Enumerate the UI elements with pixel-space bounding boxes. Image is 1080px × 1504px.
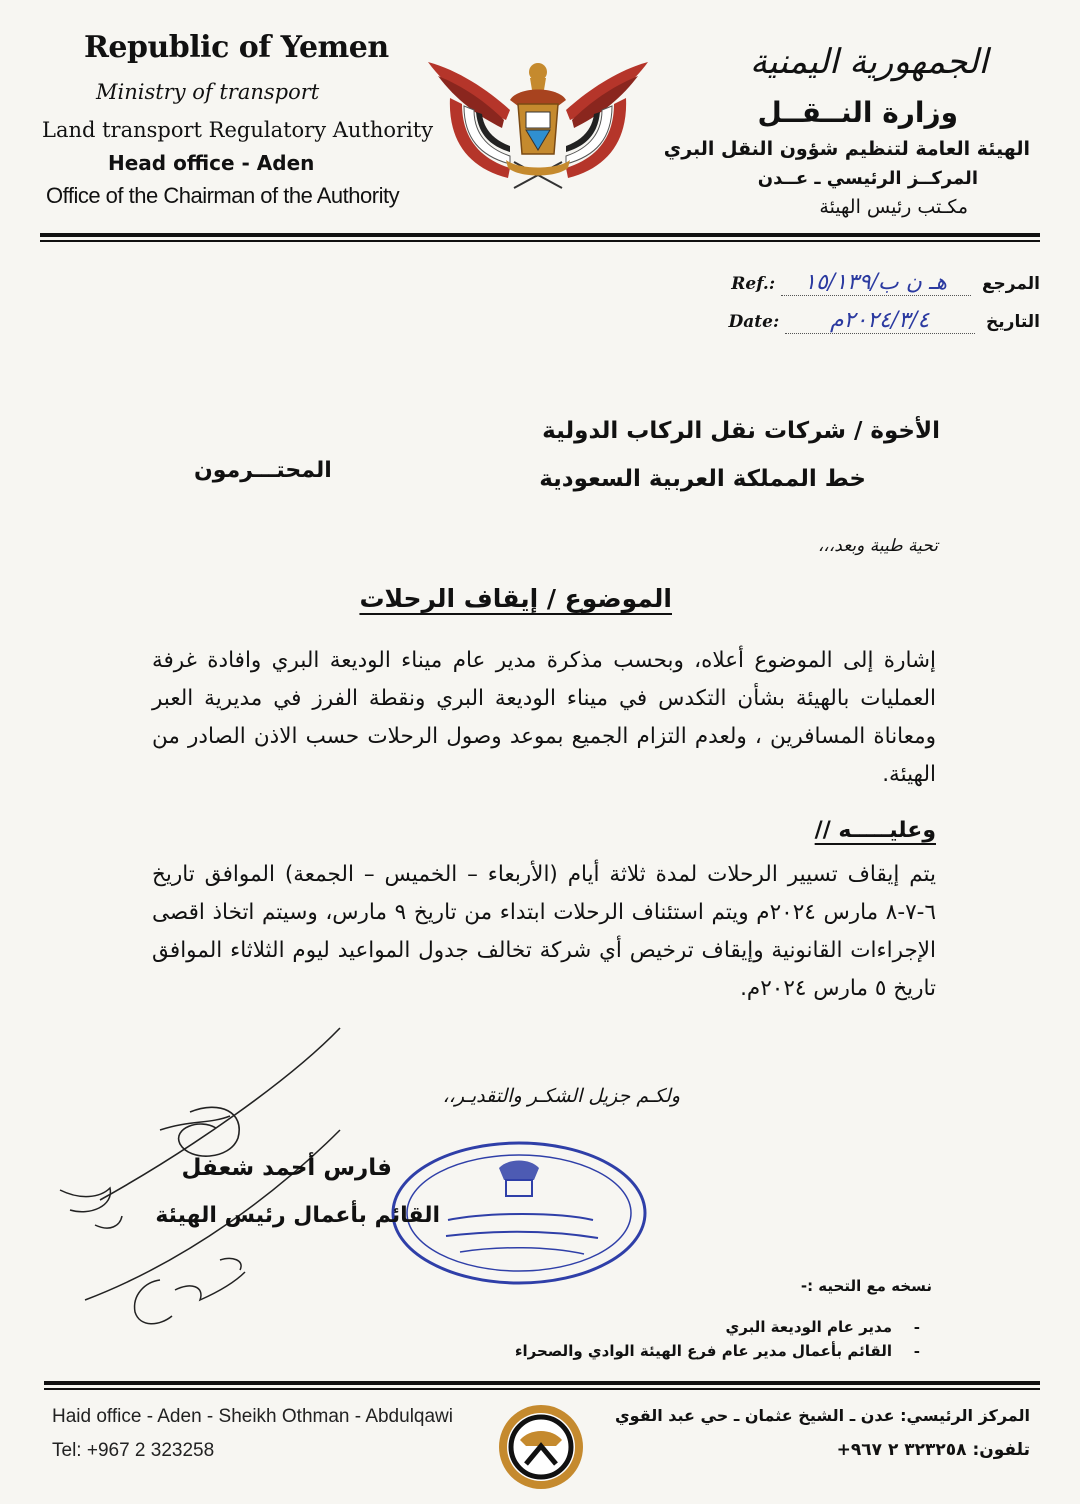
copy-item: القائم بأعمال مدير عام فرع الهيئة الوادي والصحراء xyxy=(514,1342,892,1360)
letterhead-en-title: Republic of Yemen xyxy=(84,30,389,65)
footer-divider-thin xyxy=(44,1388,1040,1390)
copy-bullet: - xyxy=(913,1342,920,1360)
addressee-honorific: المحتـــرمون xyxy=(194,458,332,483)
yemen-eagle-emblem-icon xyxy=(418,50,658,200)
footer-address-ar: المركز الرئيسي: عدن ـ الشيخ عثمان ـ حي عبد القوي xyxy=(615,1406,1030,1425)
date-label-en: Date: xyxy=(728,312,780,332)
letterhead-ar-head-office: المركــز الرئيسي ـ عــدن xyxy=(757,168,978,189)
letterhead-en-head-office: Head office - Aden xyxy=(108,151,315,175)
date-row xyxy=(729,308,1040,334)
subject-line: الموضوع / إيقاف الرحلات xyxy=(359,584,672,613)
reference-row xyxy=(731,270,1040,296)
header-divider xyxy=(40,233,1040,237)
letterhead-ar-authority: الهيئة العامة لتنظيم شؤون النقل البري xyxy=(663,138,1030,160)
letterhead-en-ministry: Ministry of transport xyxy=(96,80,320,104)
copies-label: نسخه مع التحيه :- xyxy=(800,1277,932,1295)
authority-logo-icon xyxy=(496,1402,586,1492)
addressee-line2: خط المملكة العربية السعودية xyxy=(539,466,866,492)
footer-tel-en: Tel: +967 2 323258 xyxy=(52,1440,215,1461)
date-label-ar: التاريخ xyxy=(986,312,1040,332)
ref-label-ar: المرجع xyxy=(981,274,1040,294)
signatory-name: فارس أحمد شعفل xyxy=(181,1155,392,1181)
footer-divider xyxy=(44,1381,1040,1385)
addressee-line1: الأخوة / شركات نقل الركاب الدولية xyxy=(542,418,940,444)
letterhead-en-authority: Land transport Regulatory Authority xyxy=(42,118,434,142)
copy-item: مدير عام الوديعة البري xyxy=(725,1318,892,1336)
header-divider-thin xyxy=(40,240,1040,242)
letterhead-en-office: Office of the Chairman of the Authority xyxy=(46,183,400,208)
letterhead-ar-republic: الجمهورية اليمنية xyxy=(749,42,988,82)
letterhead-ar-ministry: وزارة النــقــل xyxy=(757,96,958,129)
ref-value: هـ ن ب/١٥/١٣٩ xyxy=(781,270,971,296)
closing-line: ولكـم جزيل الشكـر والتقديـر،، xyxy=(442,1085,680,1107)
body-paragraph-1: إشارة إلى الموضوع أعلاه، وبحسب مذكرة مدير عام ميناء الوديعة البري وافادة غرفة العمليات بالهيئة بشأن التكدس في ميناء الوديعة البري ونقطة الفرز في مديرية العبر ومعاناة المسافرين ، ولعدم التزام الجميع بموعد وصول الرحلات حسب الاذن الصادر من الهيئة. xyxy=(152,648,936,787)
ref-label-en: Ref.: xyxy=(731,274,776,294)
greeting: تحية طيبة وبعد،،، xyxy=(817,536,938,556)
letterhead-ar-office: مكـتب رئيس الهيئة xyxy=(819,196,968,218)
body-paragraph-2: يتم إيقاف تسيير الرحلات لمدة ثلاثة أيام (الأربعاء – الخميس – الجمعة) الموافق تاريخ ٦-٧-٨ مارس ٢٠٢٤م ويتم استئناف الرحلات ابتداء من تاريخ ٩ مارس، وسيتم اتخاذ اقصى الإجراءات القانونية وإيقاف ترخيص أي شركة تخالف جدول المواعيد ليوم الثلاثاء الموافق تاريخ ٥ مارس ٢٠٢٤م. xyxy=(152,862,936,1001)
therefore-heading: وعليـــــه // xyxy=(814,818,936,843)
copy-bullet: - xyxy=(913,1318,920,1336)
date-value: ٢٠٢٤/٣/٤م xyxy=(785,308,975,334)
footer-address-en: Haid office - Aden - Sheikh Othman - Abdulqawi xyxy=(52,1406,453,1427)
footer-tel-ar: تلفون: ٣٢٣٢٥٨ ٢ ٩٦٧+ xyxy=(836,1440,1030,1460)
signatory-title: القائم بأعمال رئيس الهيئة xyxy=(155,1203,440,1228)
handwritten-signature xyxy=(40,1020,370,1350)
